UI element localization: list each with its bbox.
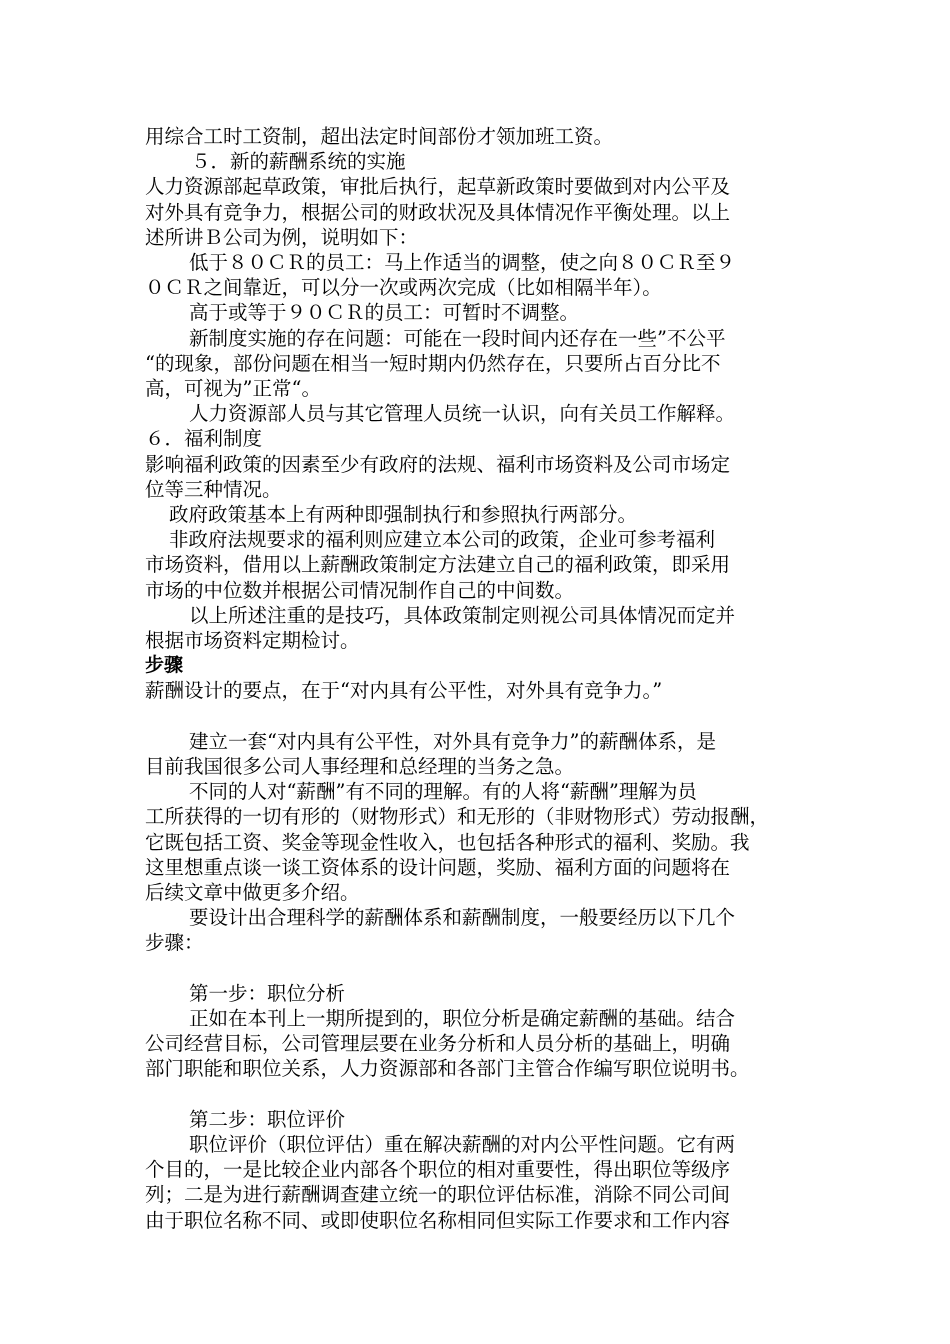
text-line: ０ＣＲ之间靠近，可以分一次或两次完成（比如相隔半年）。 — [145, 276, 662, 300]
blank-line — [145, 704, 825, 729]
blank-line — [145, 956, 825, 981]
text-line: 目前我国很多公司人事经理和总经理的当务之急。 — [145, 755, 575, 779]
text-line: 部门职能和职位关系，人力资源部和各部门主管合作编写职位说明书。 — [145, 1057, 750, 1081]
text-line: 后续文章中做更多介绍。 — [145, 881, 360, 905]
text-line: 由于职位名称不同、或即使职位名称相同但实际工作要求和工作内容 — [145, 1208, 731, 1232]
text-line: 市场资料，借用以上薪酬政策制定方法建立自己的福利政策，即采用 — [145, 553, 731, 577]
step-heading: 第一步：职位分析 — [189, 981, 346, 1005]
text-line: “的现象，部份问题在相当一短时期内仍然存在，只要所占百分比不 — [145, 351, 721, 375]
text-line: 列；二是为进行薪酬调查建立统一的职位评估标准，消除不同公司间 — [145, 1183, 731, 1207]
text-line: 低于８０ＣＲ的员工：马上作适当的调整，使之向８０ＣＲ至９ — [189, 251, 736, 275]
text-line: 公司经营目标，公司管理层要在业务分析和人员分析的基础上，明确 — [145, 1032, 731, 1056]
section-heading: ６．福利制度 — [145, 427, 263, 451]
text-line: 高于或等于９０ＣＲ的员工：可暂时不调整。 — [189, 301, 580, 325]
text-line: 不同的人对“薪酬”有不同的理解。有的人将“薪酬”理解为员 — [189, 780, 697, 804]
text-line: 述所讲Ｂ公司为例，说明如下： — [145, 225, 419, 249]
blank-line — [145, 1082, 825, 1107]
text-line: 对外具有竞争力，根据公司的财政状况及具体情况作平衡处理。以上 — [145, 200, 731, 224]
text-line: 步骤： — [145, 931, 204, 955]
text-line: 建立一套“对内具有公平性，对外具有竞争力”的薪酬体系，是 — [189, 729, 716, 753]
text-line: 个目的，一是比较企业内部各个职位的相对重要性，得出职位等级序 — [145, 1158, 731, 1182]
text-line: 要设计出合理科学的薪酬体系和薪酬制度，一般要经历以下几个 — [189, 906, 736, 930]
text-line: 位等三种情况。 — [145, 477, 282, 501]
text-line: 人力资源部起草政策，审批后执行，起草新政策时要做到对内公平及 — [145, 175, 731, 199]
text-line: 它既包括工资、奖金等现金性收入，也包括各种形式的福利、奖励。我 — [145, 830, 750, 854]
text-line: 用综合工时工资制，超出法定时间部份才领加班工资。 — [145, 125, 614, 148]
text-line: 市场的中位数并根据公司情况制作自己的中间数。 — [145, 578, 575, 602]
text-line: 薪酬设计的要点，在于“对内具有公平性，对外具有竞争力。” — [145, 679, 663, 703]
text-line: 影响福利政策的因素至少有政府的法规、福利市场资料及公司市场定 — [145, 452, 731, 476]
text-line: 工所获得的一切有形的（财物形式）和无形的（非财物形式）劳动报酬， — [145, 805, 770, 829]
document-body — [145, 124, 825, 1233]
text-line: 非政府法规要求的福利则应建立本公司的政策，企业可参考福利 — [169, 528, 716, 552]
step-heading: 第二步：职位评价 — [189, 1107, 346, 1131]
text-line: 高，可视为”正常“。 — [145, 377, 321, 401]
text-line: 根据市场资料定期检讨。 — [145, 629, 360, 653]
text-line: 以上所述注重的是技巧，具体政策制定则视公司具体情况而定并 — [189, 603, 736, 627]
section-heading-bold: 步骤 — [145, 654, 184, 677]
text-line: 政府政策基本上有两种即强制执行和参照执行两部分。 — [169, 503, 638, 527]
text-line: 这里想重点谈一谈工资体系的设计问题，奖励、福利方面的问题将在 — [145, 855, 731, 879]
text-line: 正如在本刊上一期所提到的，职位分析是确定薪酬的基础。结合 — [189, 1007, 736, 1031]
text-line: 职位评价（职位评估）重在解决薪酬的对内公平性问题。它有两 — [189, 1133, 736, 1157]
text-line: 人力资源部人员与其它管理人员统一认识，向有关员工作解释。 — [189, 402, 736, 426]
section-heading: ５．新的薪酬系统的实施 — [191, 150, 406, 174]
text-line: 新制度实施的存在问题：可能在一段时间内还存在一些”不公平 — [189, 326, 726, 350]
